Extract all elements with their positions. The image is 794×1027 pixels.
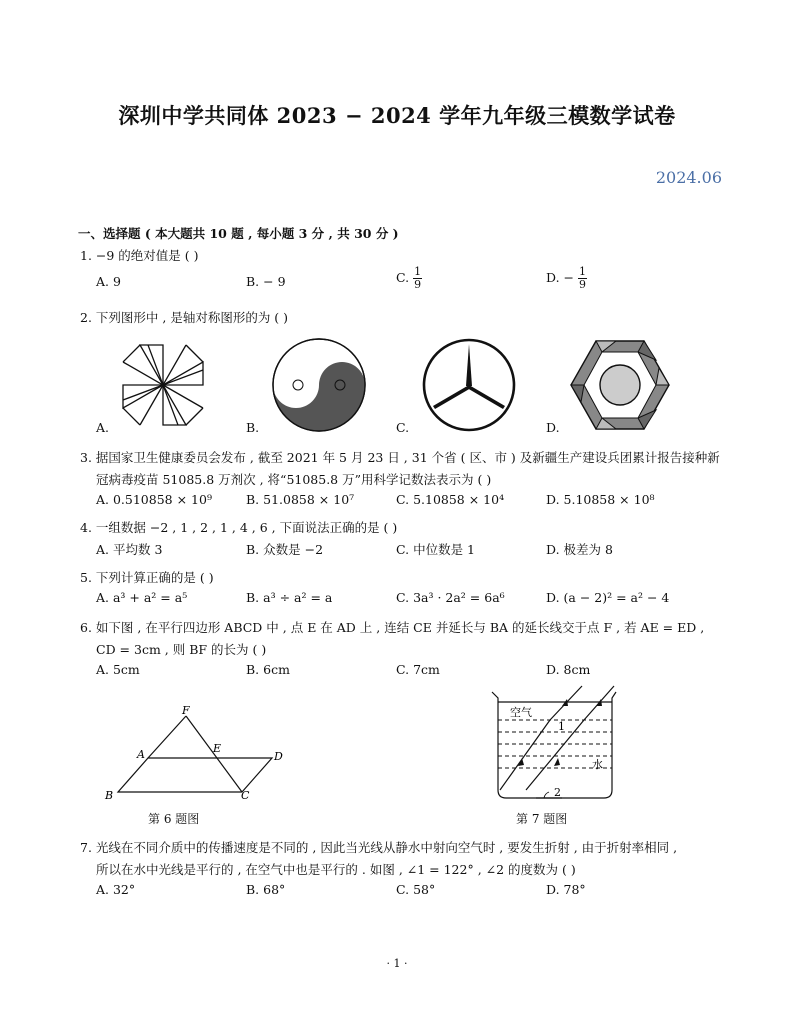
q1-option-c-prefix: C.	[396, 270, 410, 285]
q1-c-denominator: 9	[414, 278, 422, 291]
q4-option-a[interactable]: A. 平均数 3	[96, 542, 163, 557]
hexagon-figure	[568, 338, 672, 432]
q3-stem-line1: 3. 据国家卫生健康委员会发布 , 截至 2021 年 5 月 23 日 , 31 个省 ( 区、市 ) 及新疆生产建设兵团累计报告接种新	[80, 450, 720, 465]
q7-stem-line2: 所以在水中光线是平行的 , 在空气中也是平行的 . 如图 , ∠1 = 122° , ∠2 的度数为 ( )	[96, 862, 576, 877]
q5-option-c[interactable]: C. 3a³ · 2a² = 6a⁶	[396, 590, 505, 605]
q3-stem-line2: 冠病毒疫苗 51085.8 万剂次 , 将“51085.8 万”用科学记数法表示为 ( )	[96, 472, 492, 487]
label-A: A	[137, 748, 145, 761]
q6-option-d[interactable]: D. 8cm	[546, 662, 591, 677]
q1-option-d-prefix: D. −	[546, 270, 574, 285]
beaker-figure	[486, 684, 626, 804]
q1-option-d[interactable]	[546, 266, 587, 291]
water-label: 水	[592, 758, 603, 771]
q1-option-c-fraction	[413, 266, 422, 291]
q5-option-b[interactable]: B. a³ ÷ a² = a	[246, 590, 333, 605]
section-heading: 一、选择题 ( 本大题共 10 题 , 每小题 3 分 , 共 30 分 )	[78, 226, 399, 241]
q4-option-c[interactable]: C. 中位数是 1	[396, 542, 475, 557]
q1-d-denominator: 9	[578, 278, 586, 291]
q7-option-a[interactable]: A. 32°	[96, 882, 136, 897]
q3-option-c[interactable]: C. 5.10858 × 10⁴	[396, 492, 505, 507]
q2-option-b[interactable]: B.	[246, 420, 260, 435]
q6-figure-caption: 第 6 题图	[148, 812, 200, 826]
three-pointed-star-figure	[420, 336, 518, 434]
page-number: · 1 ·	[386, 957, 408, 970]
q3-option-b[interactable]: B. 51.0858 × 10⁷	[246, 492, 355, 507]
parallelogram-figure	[100, 700, 300, 804]
q5-stem: 5. 下列计算正确的是 ( )	[80, 570, 214, 585]
q7-option-c[interactable]: C. 58°	[396, 882, 436, 897]
label-F: F	[182, 704, 190, 717]
q1-c-numerator: 1	[414, 265, 422, 278]
label-C: C	[241, 789, 250, 802]
pinwheel-figure	[118, 340, 208, 430]
q1-d-numerator: 1	[578, 265, 586, 278]
q7-option-b[interactable]: B. 68°	[246, 882, 286, 897]
exam-date: 2024.06	[655, 168, 722, 187]
q3-option-d[interactable]: D. 5.10858 × 10⁸	[546, 492, 655, 507]
label-E: E	[213, 742, 222, 755]
label-B: B	[105, 789, 114, 802]
q1-option-c[interactable]	[396, 266, 422, 291]
q6-stem-line1: 6. 如下图 , 在平行四边形 ABCD 中 , 点 E 在 AD 上 , 连结 CE 并延长与 BA 的延长线交于点 F , 若 AE = ED ,	[80, 620, 705, 635]
q2-stem: 2. 下列图形中 , 是轴对称图形的为 ( )	[80, 310, 289, 325]
q4-option-b[interactable]: B. 众数是 −2	[246, 542, 324, 557]
page-title: 深圳中学共同体 2023 − 2024 学年九年级三模数学试卷	[118, 103, 676, 128]
q5-option-a[interactable]: A. a³ + a² = a⁵	[96, 590, 188, 605]
q1-option-a[interactable]: A. 9	[96, 274, 121, 289]
q7-option-d[interactable]: D. 78°	[546, 882, 586, 897]
q7-figure-caption: 第 7 题图	[516, 812, 568, 826]
angle-2-label: 2	[554, 786, 561, 799]
yin-yang-figure	[270, 336, 368, 434]
q6-option-c[interactable]: C. 7cm	[396, 662, 440, 677]
q2-option-c[interactable]: C.	[396, 420, 410, 435]
q6-option-b[interactable]: B. 6cm	[246, 662, 290, 677]
q6-option-a[interactable]: A. 5cm	[96, 662, 140, 677]
q2-option-a[interactable]: A.	[96, 420, 110, 435]
q4-option-d[interactable]: D. 极差为 8	[546, 542, 613, 557]
q4-stem: 4. 一组数据 −2 , 1 , 2 , 1 , 4 , 6 , 下面说法正确的是 ( )	[80, 520, 398, 535]
label-D: D	[274, 750, 283, 763]
q1-option-b[interactable]: B. − 9	[246, 274, 286, 289]
q5-option-d[interactable]: D. (a − 2)² = a² − 4	[546, 590, 670, 605]
q2-option-d[interactable]: D.	[546, 420, 560, 435]
air-label: 空气	[510, 706, 532, 719]
angle-1-label: 1	[558, 720, 565, 733]
q7-stem-line1: 7. 光线在不同介质中的传播速度是不同的 , 因此当光线从静水中射向空气时 , 要发生折射 , 由于折射率相同 ,	[80, 840, 678, 855]
q1-stem: 1. −9 的绝对值是 ( )	[80, 248, 199, 263]
q6-stem-line2: CD = 3cm , 则 BF 的长为 ( )	[96, 642, 267, 657]
q1-option-d-fraction	[578, 266, 587, 291]
q3-option-a[interactable]: A. 0.510858 × 10⁹	[96, 492, 212, 507]
